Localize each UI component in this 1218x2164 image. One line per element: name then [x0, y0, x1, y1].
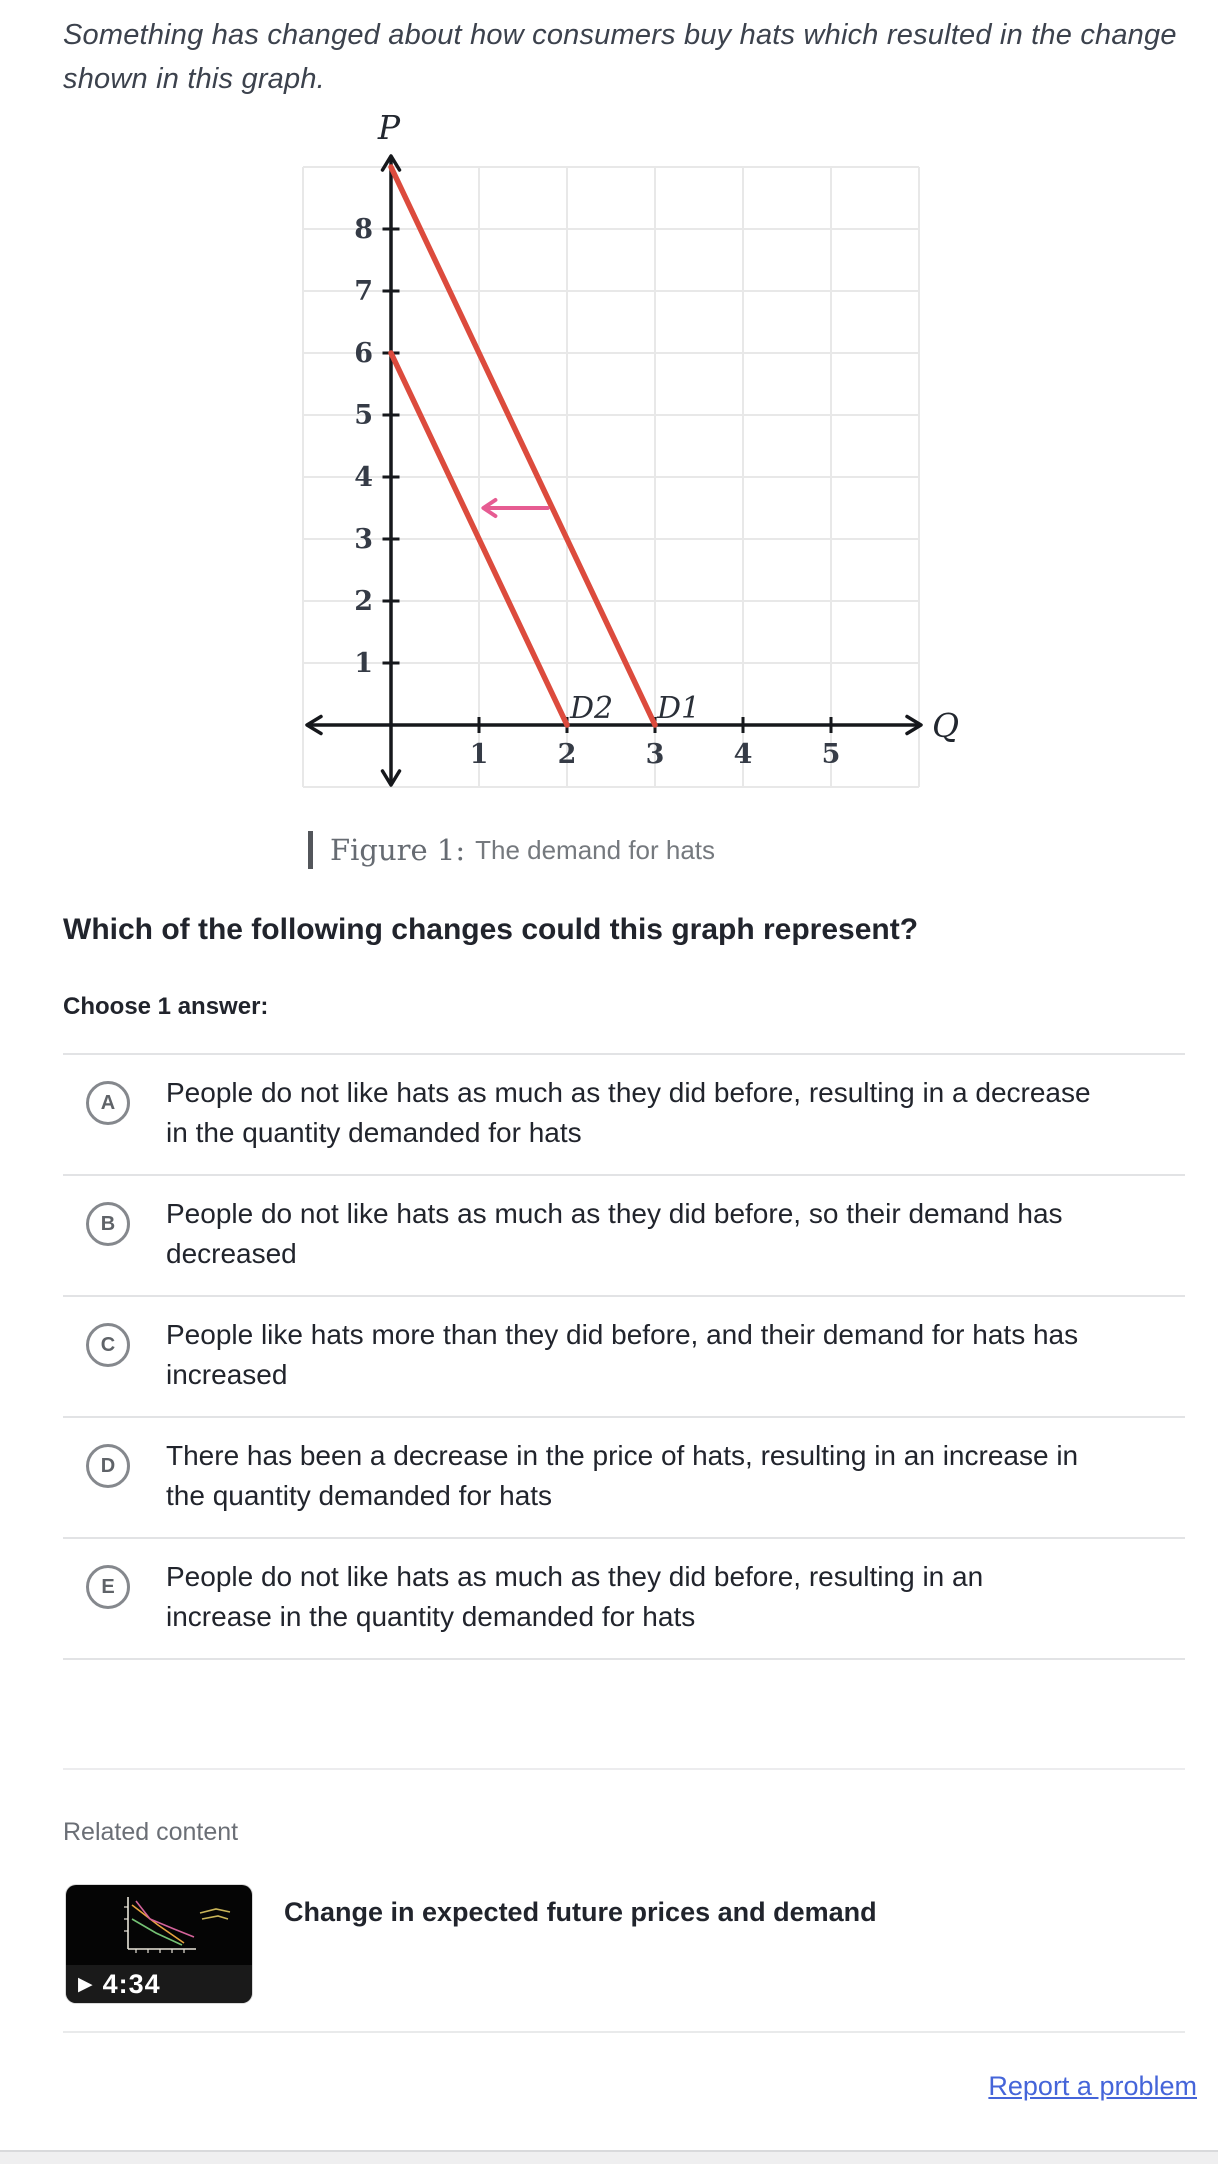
- option-e-text: People do not like hats as much as they did before, resulting in an increase in the quantity demanded for hats: [166, 1561, 984, 1632]
- related-content-heading: Related content: [63, 1818, 239, 1846]
- option-b-radio[interactable]: [86, 1202, 130, 1246]
- demand-curve-d1: [391, 167, 655, 725]
- y-tick-label: 4: [354, 462, 373, 493]
- choose-answer-label: Choose 1 answer:: [63, 993, 269, 1020]
- option-letter: E: [101, 1575, 115, 1598]
- x-tick-label: 4: [733, 739, 753, 770]
- x-tick-label: 2: [557, 739, 577, 770]
- related-video-card: [66, 1885, 1218, 2003]
- option-e-radio[interactable]: [86, 1565, 130, 1609]
- option-letter: D: [100, 1454, 116, 1477]
- price-axis-label: P: [377, 108, 401, 147]
- option-letter: C: [100, 1333, 116, 1356]
- section-divider: [63, 1768, 1185, 1770]
- answer-option-b[interactable]: [63, 1174, 1185, 1295]
- answer-option-c[interactable]: [63, 1295, 1185, 1416]
- caption-text: The demand for hats: [475, 834, 716, 865]
- question-text: Which of the following changes could this graph represent?: [63, 913, 919, 946]
- x-tick-label: 5: [821, 739, 841, 770]
- y-tick-label: 2: [354, 586, 373, 617]
- option-letter: A: [100, 1091, 116, 1114]
- y-tick-label: 3: [354, 524, 373, 555]
- video-duration: 4:34: [102, 1968, 161, 1999]
- option-d-text: There has been a decrease in the price of hats, resulting in an increase in the quantity demanded for hats: [166, 1440, 1079, 1511]
- quantity-axis-label: Q: [932, 706, 960, 745]
- option-a-radio[interactable]: [86, 1081, 130, 1125]
- video-duration-bar: [66, 1965, 252, 2003]
- y-tick-label: 1: [354, 648, 373, 679]
- axes: [307, 156, 921, 785]
- figure-caption: [308, 831, 1218, 869]
- video-thumbnail[interactable]: [66, 1885, 252, 2003]
- y-tick-label: 6: [354, 338, 373, 369]
- option-b-text: People do not like hats as much as they did before, so their demand has decreased: [166, 1198, 1063, 1269]
- option-c-radio[interactable]: [86, 1323, 130, 1367]
- answer-option-e[interactable]: [63, 1537, 1185, 1658]
- thumbnail-sketch: [66, 1885, 252, 1965]
- y-tick-label: 7: [354, 276, 373, 307]
- option-c-text: People like hats more than they did before, and their demand for hats has increased: [166, 1319, 1079, 1390]
- answer-option-a[interactable]: [63, 1053, 1185, 1174]
- caption-label: Figure 1:: [330, 833, 466, 867]
- answer-options-list: [63, 1053, 1185, 1660]
- y-tick-label: 5: [354, 400, 373, 431]
- exercise-prompt: Something has changed about how consumers buy hats which resulted in the change shown in this graph.: [63, 19, 1177, 95]
- report-row: [0, 2071, 1197, 2102]
- demand-shift-left-arrow-icon: [483, 500, 547, 516]
- demand-graph: [270, 101, 970, 801]
- related-video-title-link[interactable]: Change in expected future prices and demand: [284, 1897, 877, 1927]
- play-icon: ▶: [78, 1973, 93, 1995]
- y-tick-label: 8: [354, 214, 373, 245]
- page-bottom-edge: [0, 2150, 1218, 2164]
- footer-divider: [63, 2031, 1185, 2033]
- option-a-text: People do not like hats as much as they did before, resulting in a decrease in the quantity demanded for hats: [166, 1077, 1091, 1148]
- answer-option-d[interactable]: [63, 1416, 1185, 1537]
- option-letter: B: [100, 1212, 116, 1235]
- d1-curve-label: D1: [657, 691, 701, 726]
- option-d-radio[interactable]: [86, 1444, 130, 1488]
- d2-curve-label: D2: [570, 691, 614, 726]
- report-a-problem-link[interactable]: Report a problem: [988, 2071, 1197, 2101]
- x-tick-label: 3: [645, 739, 665, 770]
- caption-bar: [308, 831, 313, 869]
- x-tick-label: 1: [469, 739, 489, 770]
